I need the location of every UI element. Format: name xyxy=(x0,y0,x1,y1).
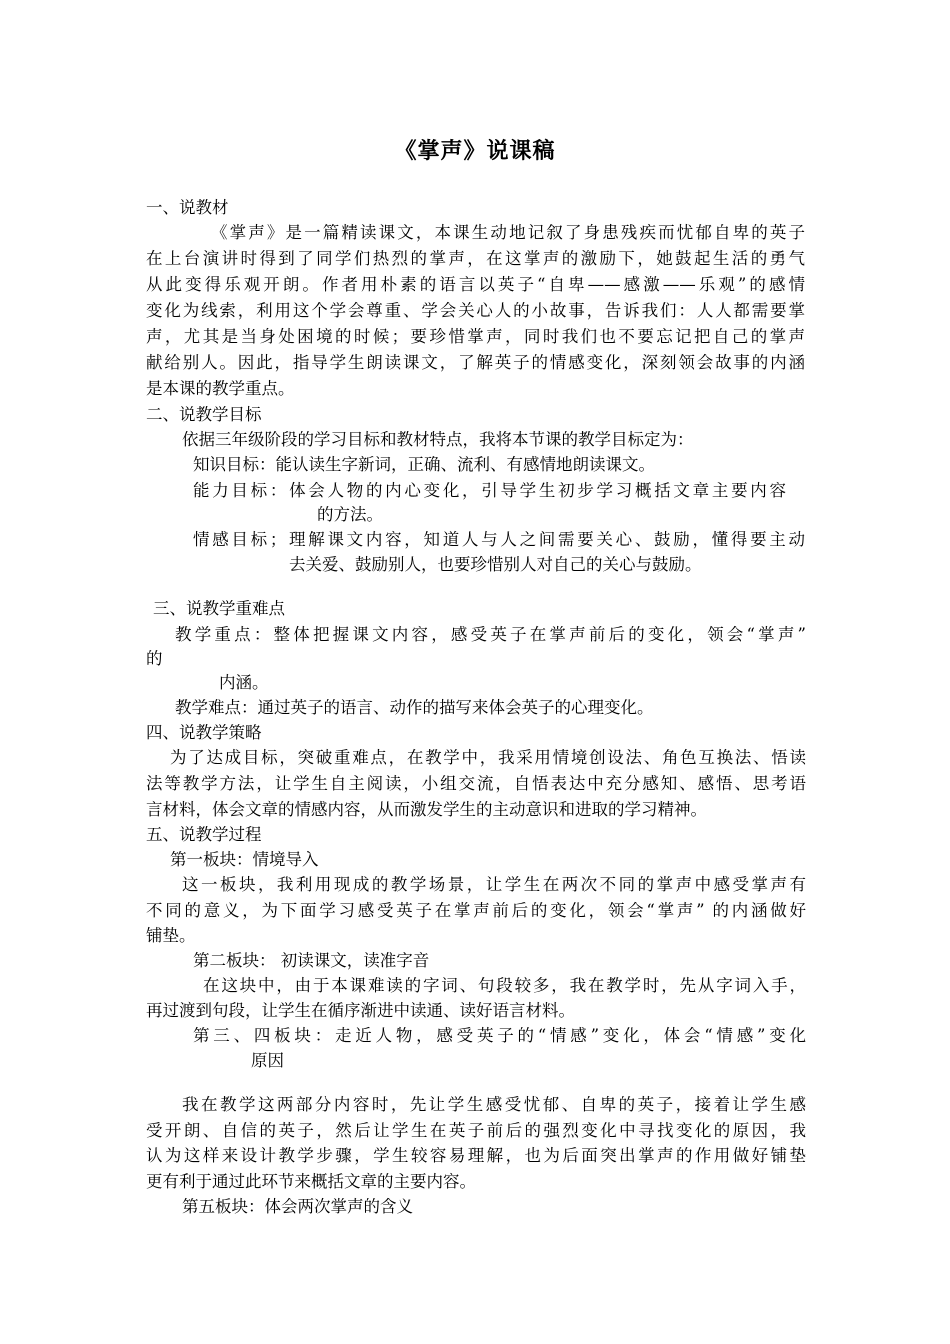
paragraph-line: 言材料，体会文章的情感内容，从而激发学生的主动意识和进取的学习精神。 xyxy=(146,800,707,819)
paragraph-line: 在上台演讲时得到了同学们热烈的掌声，在这掌声的激励下，她鼓起生活的勇气 xyxy=(146,249,805,268)
paragraph-line: 认为这样来设计教学步骤，学生较容易理解，也为后面突出掌声的作用做好铺垫 xyxy=(146,1146,806,1165)
section-heading-1: 一、说教材 xyxy=(146,198,229,217)
ability-goal: 能力目标：体会人物的内心变化，引导学生初步学习概括文章主要内容 xyxy=(193,481,786,500)
difficult-point: 教学难点：通过英子的语言、动作的描写来体会英子的心理变化。 xyxy=(175,698,654,717)
key-point-cont: 的 xyxy=(146,649,163,668)
paragraph-line: 法等教学方法，让学生自主阅读，小组交流，自悟表达中充分感知、感悟、思考语 xyxy=(146,774,806,793)
emotion-goal: 情感目标；理解课文内容，知道人与人之间需要关心、鼓励，懂得要主动 xyxy=(193,530,805,549)
paragraph-line: 从此变得乐观开朗。作者用朴素的语言以英子“自卑——感激——乐观”的感情 xyxy=(146,275,805,294)
emotion-goal-cont: 去关爱、鼓励别人，也要珍惜别人对自己的关心与鼓励。 xyxy=(289,555,702,574)
key-point-cont: 内涵。 xyxy=(219,673,269,692)
section-heading-2: 二、说教学目标 xyxy=(146,405,262,424)
paragraph-line: 是本课的教学重点。 xyxy=(146,379,295,398)
block-heading-2: 第二板块： 初读课文，读准字音 xyxy=(193,951,430,970)
paragraph-line: 变化为线索，利用这个学会尊重、学会关心人的小故事，告诉我们：人人都需要掌 xyxy=(146,301,805,320)
paragraph-line: 这一板块，我利用现成的教学场景，让学生在两次不同的掌声中感受掌声有 xyxy=(182,875,806,894)
paragraph-line: 《掌声》是一篇精读课文，本课生动地记叙了身患残疾而忧郁自卑的英子 xyxy=(211,223,805,242)
paragraph-line: 受开朗、自信的英子，然后让学生在英子前后的强烈变化中寻找变化的原因，我 xyxy=(146,1121,806,1140)
ability-goal-cont: 的方法。 xyxy=(317,505,383,524)
block-heading-3-4: 第三、四板块：走近人物，感受英子的“情感”变化，体会“情感”变化 xyxy=(193,1026,806,1045)
paragraph-line: 声，尤其是当身处困境的时候；要珍惜掌声，同时我们也不要忘记把自己的掌声 xyxy=(146,327,805,346)
paragraph-line: 再过渡到句段，让学生在循序渐进中读通、读好语言材料。 xyxy=(146,1001,575,1020)
paragraph-line: 依据三年级阶段的学习目标和教材特点，我将本节课的教学目标定为： xyxy=(182,430,694,449)
block-heading-3-4-cont: 原因 xyxy=(251,1051,284,1070)
block-heading-1: 第一板块：情境导入 xyxy=(170,850,319,869)
paragraph-line: 更有利于通过此环节来概括文章的主要内容。 xyxy=(146,1172,476,1191)
paragraph-line: 铺垫。 xyxy=(146,926,196,945)
section-heading-4: 四、说教学策略 xyxy=(146,723,262,742)
knowledge-goal: 知识目标：能认读生字新词，正确、流利、有感情地朗读课文。 xyxy=(193,455,655,474)
paragraph-line: 在这块中，由于本课难读的字词、句段较多，我在教学时，先从字词入手， xyxy=(203,976,806,995)
block-heading-5: 第五板块：体会两次掌声的含义 xyxy=(182,1197,413,1216)
paragraph-line: 我在教学这两部分内容时，先让学生感受忧郁、自卑的英子，接着让学生感 xyxy=(182,1095,806,1114)
section-heading-5: 五、说教学过程 xyxy=(146,825,262,844)
section-heading-3: 三、说教学重难点 xyxy=(153,599,285,618)
paragraph-line: 不同的意义，为下面学习感受英子在掌声前后的变化，领会“掌声” 的内涵做好 xyxy=(146,901,806,920)
paragraph-line: 为了达成目标，突破重难点，在教学中，我采用情境创设法、角色互换法、悟读 xyxy=(170,748,806,767)
paragraph-line: 献给别人。因此，指导学生朗读课文，了解英子的情感变化，深刻领会故事的内涵 xyxy=(146,353,805,372)
key-point: 教学重点：整体把握课文内容，感受英子在掌声前后的变化，领会“掌声” xyxy=(175,625,806,644)
document-title: 《掌声》说课稿 xyxy=(394,138,556,164)
